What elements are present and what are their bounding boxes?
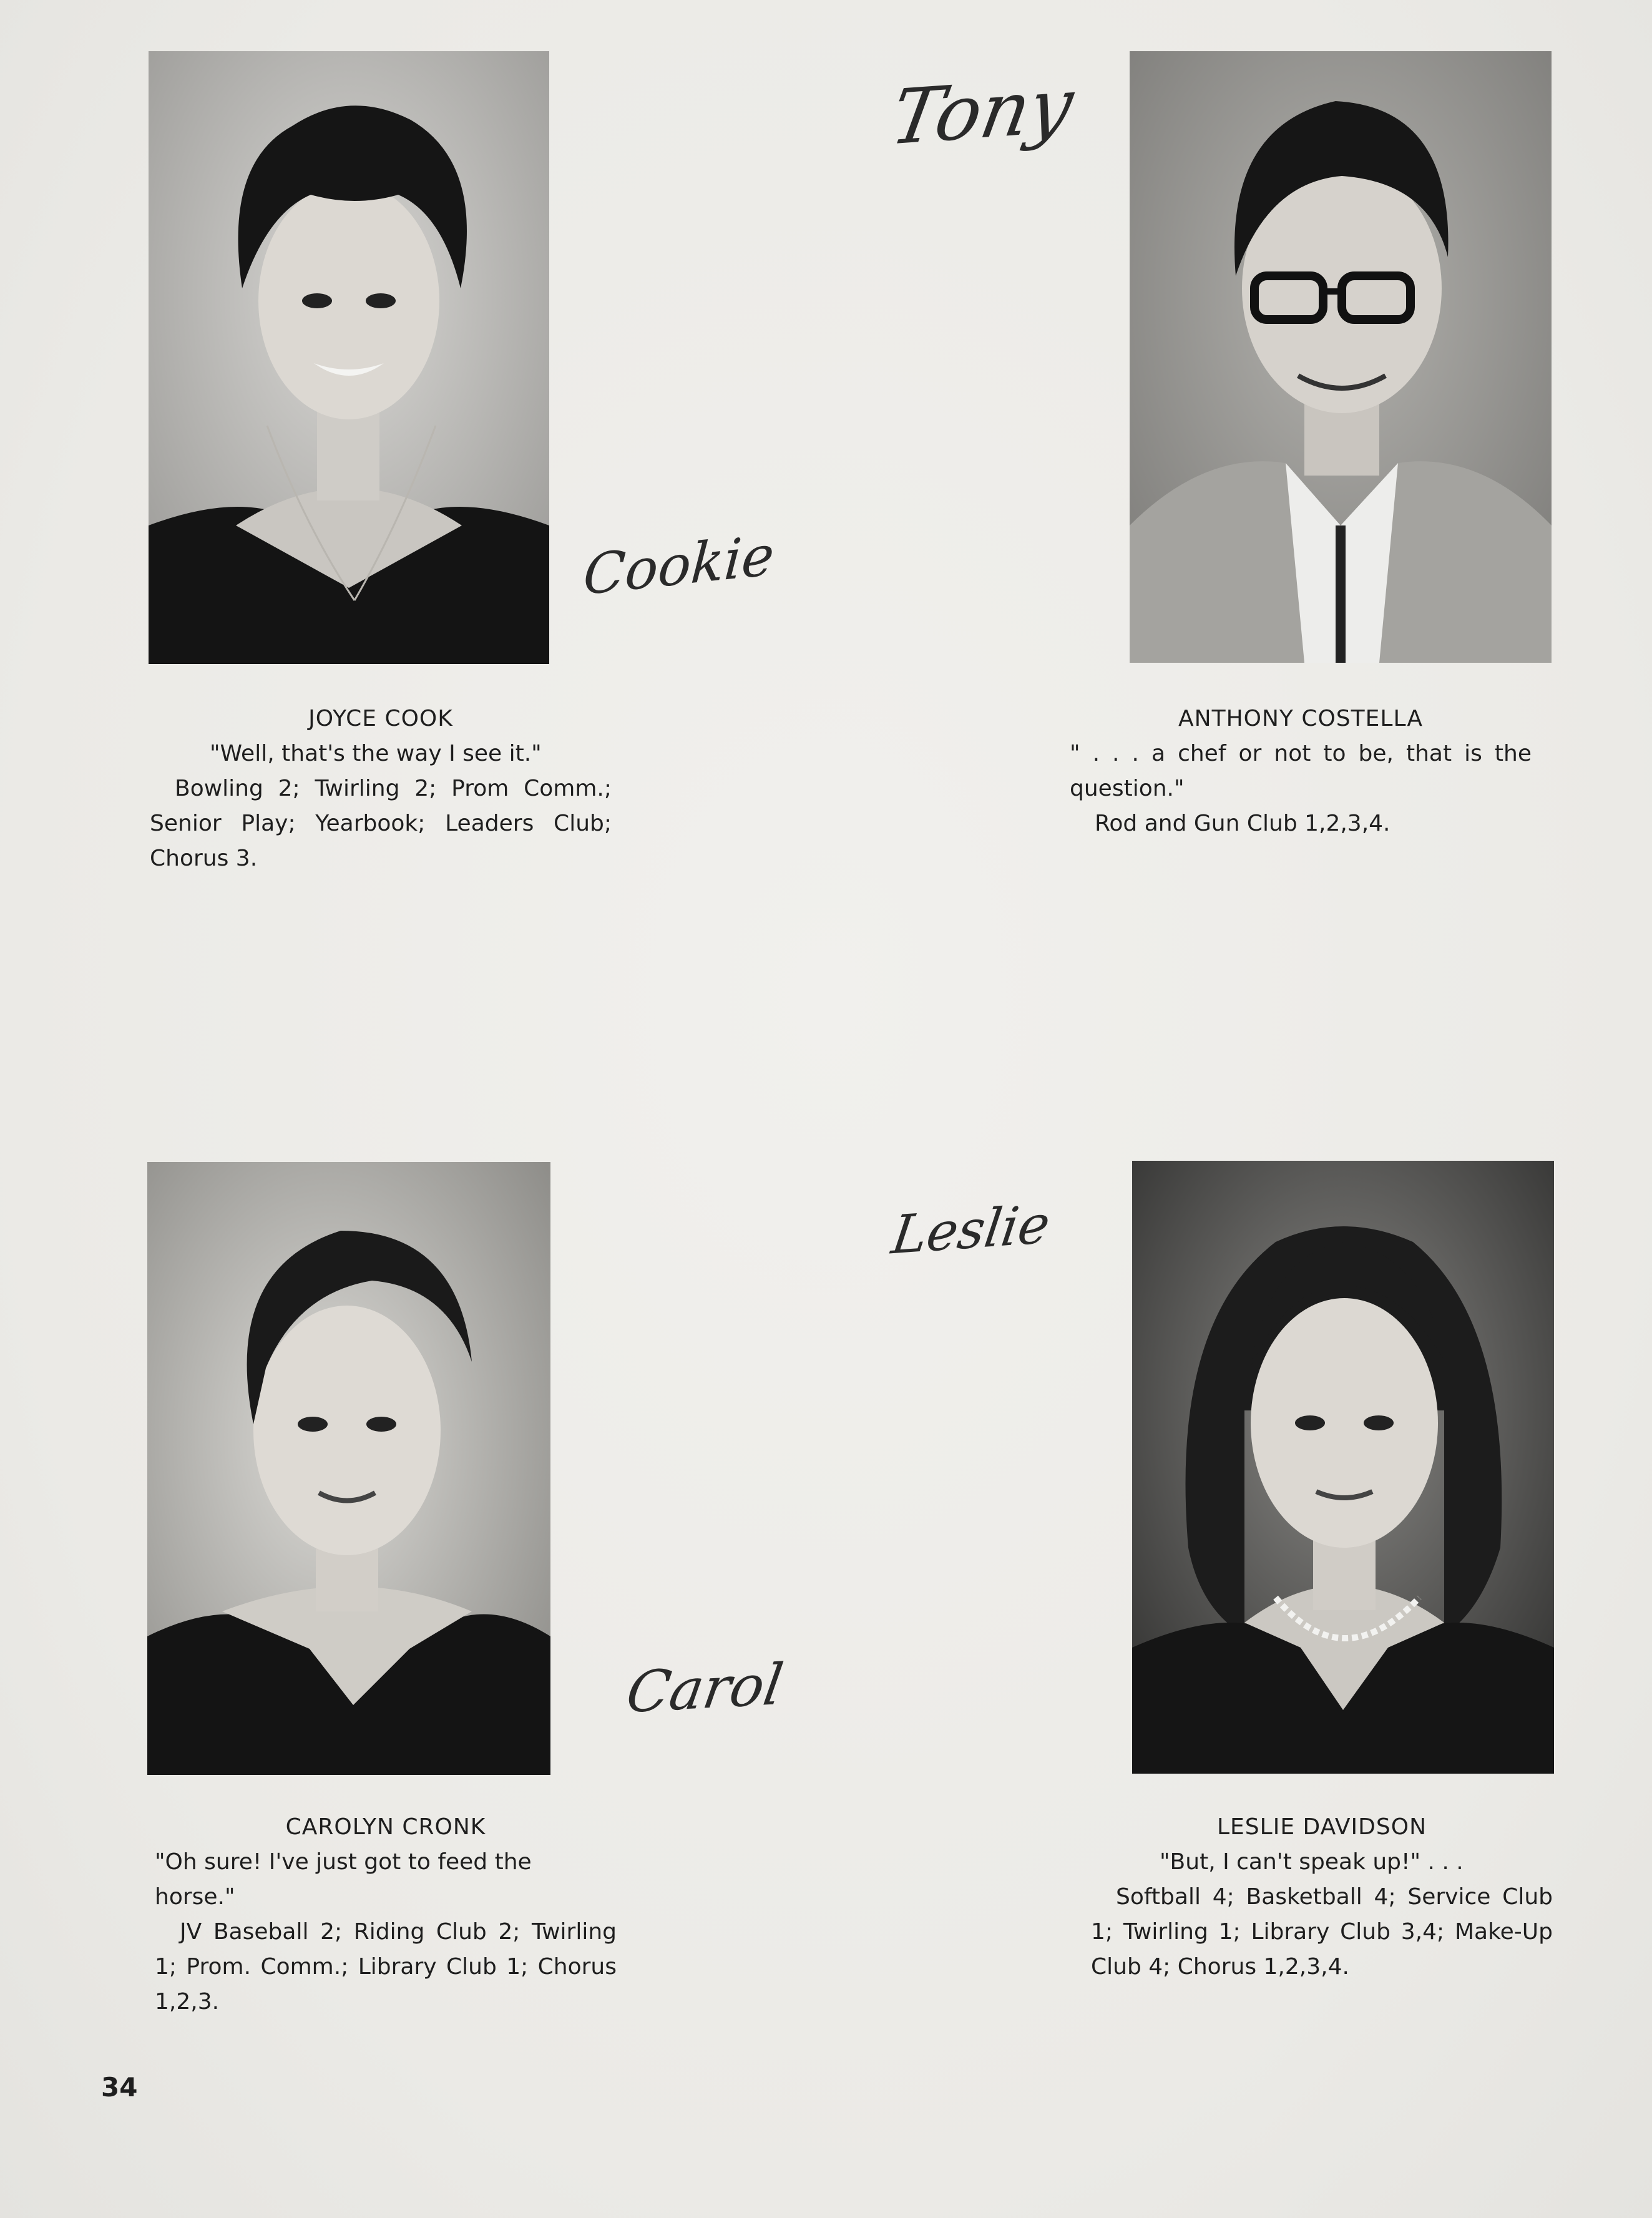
caption-anthony-costella bbox=[1070, 701, 1532, 841]
student-name: LESLIE DAVIDSON bbox=[1216, 1814, 1427, 1840]
student-name: JOYCE COOK bbox=[308, 706, 453, 731]
portrait-photo-joyce-cook bbox=[149, 51, 549, 664]
student-activities: Rod and Gun Club 1,2,3,4. bbox=[1095, 811, 1391, 836]
student-name: ANTHONY COSTELLA bbox=[1178, 706, 1423, 731]
portrait-photo-carolyn-cronk bbox=[147, 1162, 550, 1775]
signature-tony: Tony bbox=[884, 61, 1080, 163]
student-activities: JV Baseball 2; Riding Club 2; Twirling 1; Prom. Comm.; Library Club 1; Chorus 1,2,3. bbox=[155, 1919, 617, 2015]
student-quote: "Oh sure! I've just got to feed the horse." bbox=[155, 1849, 532, 1910]
student-quote: "Well, that's the way I see it." bbox=[210, 741, 542, 766]
portrait-photo-leslie-davidson bbox=[1132, 1161, 1554, 1774]
page-number: 34 bbox=[101, 2072, 138, 2103]
caption-joyce-cook bbox=[150, 701, 612, 876]
student-activities: Bowling 2; Twirling 2; Prom Comm.; Senior Play; Yearbook; Leaders Club; Chorus 3. bbox=[150, 776, 612, 871]
signature-cookie: Cookie bbox=[581, 522, 776, 608]
caption-leslie-davidson bbox=[1091, 1810, 1553, 1985]
student-quote: " . . . a chef or not to be, that is the question." bbox=[1070, 741, 1532, 801]
portrait-photo-anthony-costella bbox=[1130, 51, 1552, 663]
caption-carolyn-cronk bbox=[155, 1810, 617, 2020]
student-name: CAROLYN CRONK bbox=[285, 1814, 486, 1840]
signature-leslie: Leslie bbox=[888, 1193, 1054, 1266]
student-activities: Softball 4; Basketball 4; Service Club 1; Twirling 1; Library Club 3,4; Make-Up Club 4; Chorus 1,2,3,4. bbox=[1091, 1884, 1553, 1980]
signature-carol: Carol bbox=[622, 1651, 788, 1726]
student-quote: "But, I can't speak up!" . . . bbox=[1160, 1849, 1464, 1875]
